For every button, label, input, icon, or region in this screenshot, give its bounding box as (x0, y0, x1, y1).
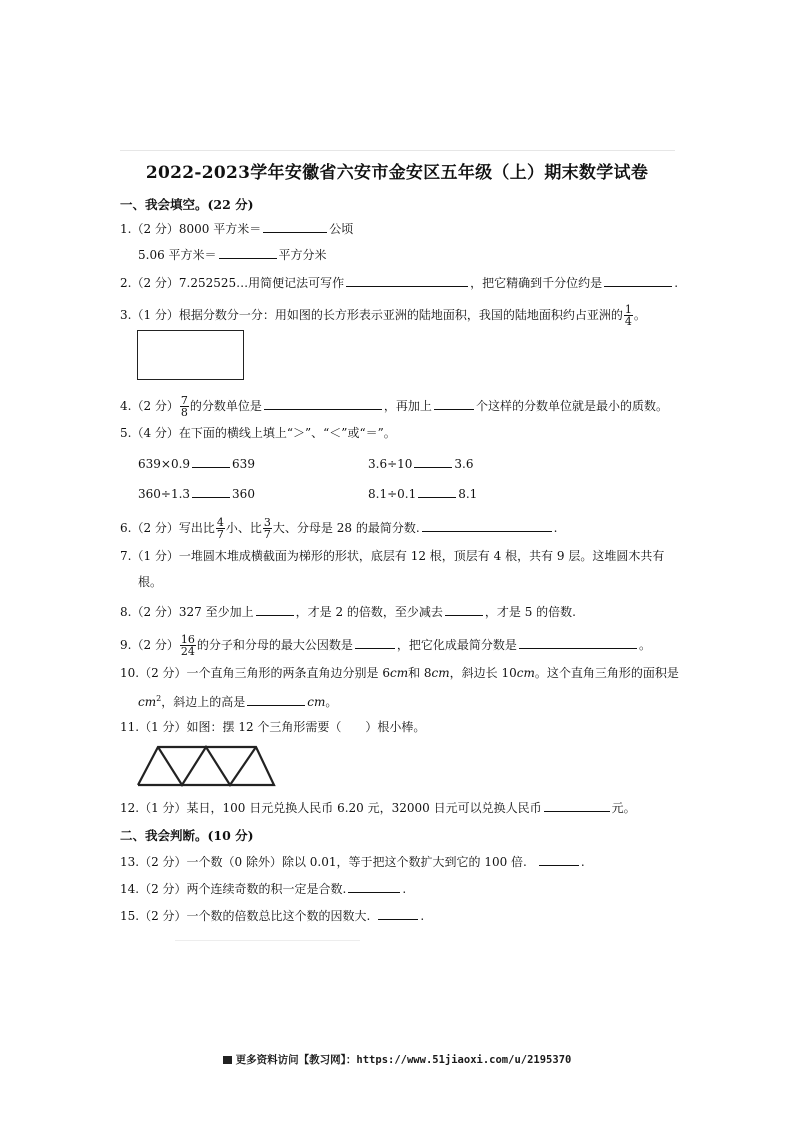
question-11: 11.（1 分）如图：摆 12 个三角形需要（ ）根小棒。 (120, 720, 426, 734)
answer-blank[interactable] (378, 906, 418, 920)
question-13: 13.（2 分）一个数（0 除外）除以 0.01，等于把这个数扩大到它的 100 倍. . (120, 852, 585, 870)
question-4: 4.（2 分） $\frac{7}{8}$ 的分数单位是 ，再加上 个这样的分数单位就是最小的质数。 (120, 394, 668, 419)
answer-blank[interactable] (247, 692, 305, 706)
asia-area-rectangle (137, 330, 244, 380)
question-10-cont: $cm^2$，斜边上的高是 cm。 (138, 694, 338, 709)
answer-blank[interactable] (192, 484, 230, 498)
answer-blank[interactable] (355, 635, 395, 649)
flag-icon (223, 1056, 232, 1064)
answer-blank[interactable] (414, 454, 452, 468)
question-8: 8.（2 分）327 至少加上 ，才是 2 的倍数，至少减去 ，才是 5 的倍数. (120, 602, 576, 620)
question-1b: 5.06 平方米＝ 平方分米 (138, 245, 327, 263)
answer-blank[interactable] (346, 273, 468, 287)
question-3: 3.（1 分）根据分数分一分：用如图的长方形表示亚洲的陆地面积，我国的陆地面积约占亚洲的 $\frac{1}{4}$ 。 (120, 303, 646, 328)
question-12: 12.（1 分）某日，100 日元兑换人民币 6.20 元，32000 日元可以兑换人民币 元。 (120, 798, 636, 816)
fraction: $\frac{7}{8}$ (180, 394, 188, 419)
triangles-figure (136, 745, 276, 787)
answer-blank[interactable] (263, 219, 327, 233)
answer-blank[interactable] (418, 484, 456, 498)
footer (0, 1052, 794, 1067)
fraction: $\frac{4}{7}$ (216, 516, 224, 541)
answer-blank[interactable] (192, 454, 230, 468)
answer-blank[interactable] (519, 635, 637, 649)
answer-blank[interactable] (434, 396, 474, 410)
answer-blank[interactable] (604, 273, 672, 287)
question-1a: 1.（2 分）8000 平方米＝ 公顷 (120, 219, 353, 237)
answer-blank[interactable] (348, 879, 400, 893)
question-2: 2.（2 分）7.252525…用简便记法可写作 ，把它精确到千分位约是 . (120, 273, 678, 291)
page-divider (175, 940, 360, 941)
answer-blank[interactable] (256, 602, 294, 616)
question-9: 9.（2 分） $\frac{16}{24}$ 的分子和分母的最大公因数是 ，把它化成最简分数是 。 (120, 633, 651, 658)
fraction: $\frac{16}{24}$ (180, 633, 195, 658)
compare-row-2b: 8.1÷0.1 8.1 (368, 484, 477, 501)
question-14: 14.（2 分）两个连续奇数的积一定是合数. . (120, 879, 406, 897)
answer-blank[interactable] (539, 852, 579, 866)
question-7: 7.（1 分）一堆圆木堆成横截面为梯形的形状，底层有 12 根，顶层有 4 根，共有 9 层。这堆圆木共有 (120, 549, 665, 563)
answer-blank[interactable] (264, 396, 382, 410)
fraction: $\frac{1}{4}$ (624, 303, 632, 328)
header-divider (120, 150, 675, 151)
question-7-cont: 根。 (138, 575, 163, 589)
answer-blank[interactable] (544, 798, 610, 812)
section-fill-in: 一、我会填空。(22 分) (120, 197, 254, 212)
compare-row-2a: 360÷1.3 360 (138, 484, 255, 502)
fraction: $\frac{3}{7}$ (263, 516, 271, 541)
question-5: 5.（4 分）在下面的横线上填上“＞”、“＜”或“＝”。 (120, 426, 396, 440)
question-15: 15.（2 分）一个数的倍数总比这个数的因数大. . (120, 906, 424, 924)
footer-link[interactable]: 更多资料访问【教习网】：https://www.51jiaoxi.com/u/2195370 (235, 1054, 572, 1066)
question-10: 10.（2 分）一个直角三角形的两条直角边分别是 6cm和 8cm，斜边长 10cm。这个直角三角形的面积是 (120, 666, 679, 680)
question-6: 6.（2 分）写出比 $\frac{4}{7}$ 小、比 $\frac{3}{7}$ 大、分母是 28 的最简分数. . (120, 516, 558, 541)
compare-row-1a: 639×0.9 639 (138, 454, 255, 472)
answer-blank[interactable] (219, 245, 277, 259)
answer-blank[interactable] (445, 602, 483, 616)
section-judge: 二、我会判断。(10 分) (120, 828, 254, 843)
page-title: 2022-2023学年安徽省六安市金安区五年级（上）期末数学试卷 (145, 163, 649, 183)
compare-row-1b: 3.6÷10 3.6 (368, 454, 474, 471)
answer-blank[interactable] (422, 518, 552, 532)
